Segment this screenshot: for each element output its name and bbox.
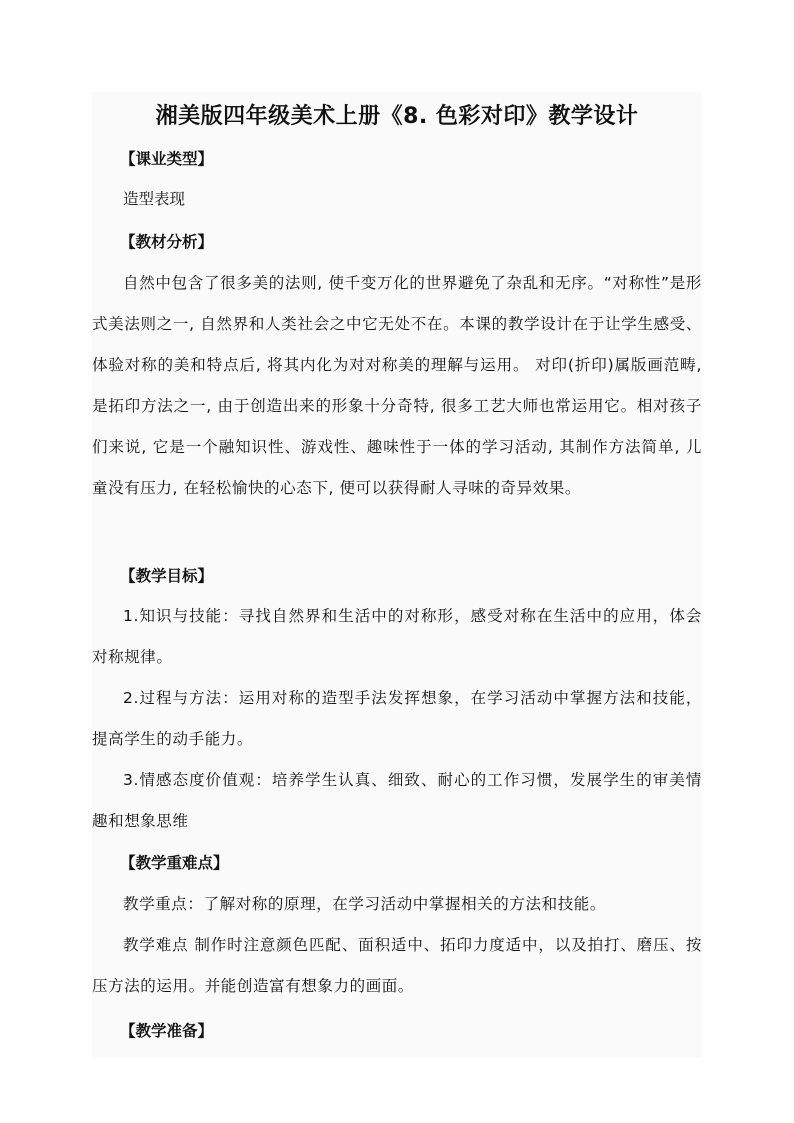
goal-process-methods: 2.过程与方法：运用对称的造型手法发挥想象，在学习活动中掌握方法和技能，提高学生的动手能力。 <box>92 689 702 748</box>
course-type-text: 造型表现 <box>123 190 186 208</box>
section-heading-teaching-preparation: 【教学准备】 <box>120 1022 214 1040</box>
section-heading-key-difficult-points: 【教学重难点】 <box>120 854 229 872</box>
goal-emotion-values: 3.情感态度价值观：培养学生认真、细致、耐心的工作习惯，发展学生的审美情趣和想象思维 <box>92 771 702 830</box>
material-analysis-paragraph: 自然中包含了很多美的法则, 使千变万化的世界避免了杂乱和无序。“对称性”是形式美法则之一, 自然界和人类社会之中它无处不在。本课的教学设计在于让学生感受、体验对称的美和特点后, 将其内化为对对称美的理解与运用。 对印(折印)属版画范畴, 是拓印方法之一, 由于创造出来的形象十分奇特, 很多工艺大师也常运用它。相对孩子们来说, 它是一个融知识性、游戏性、趣味性于一体的学习活动, 其制作方法简单, 儿童没有压力, 在轻松愉快的心态下, 便可以获得耐人寻味的奇异效果。 <box>92 274 702 497</box>
difficult-point-text: 教学难点 制作时注意颜色匹配、面积适中、拓印力度适中，以及拍打、磨压、按压方法的运用。并能创造富有想象力的画面。 <box>92 936 702 995</box>
section-heading-course-type: 【课业类型】 <box>120 150 214 168</box>
key-point-text: 教学重点：了解对称的原理，在学习活动中掌握相关的方法和技能。 <box>123 895 607 913</box>
section-heading-material-analysis: 【教材分析】 <box>120 233 214 251</box>
section-heading-teaching-goals: 【教学目标】 <box>120 567 214 585</box>
document-title: 湘美版四年级美术上册《8. 色彩对印》教学设计 <box>155 104 639 129</box>
goal-knowledge-skills: 1.知识与技能：寻找自然界和生活中的对称形，感受对称在生活中的应用，体会对称规律。 <box>92 607 702 666</box>
